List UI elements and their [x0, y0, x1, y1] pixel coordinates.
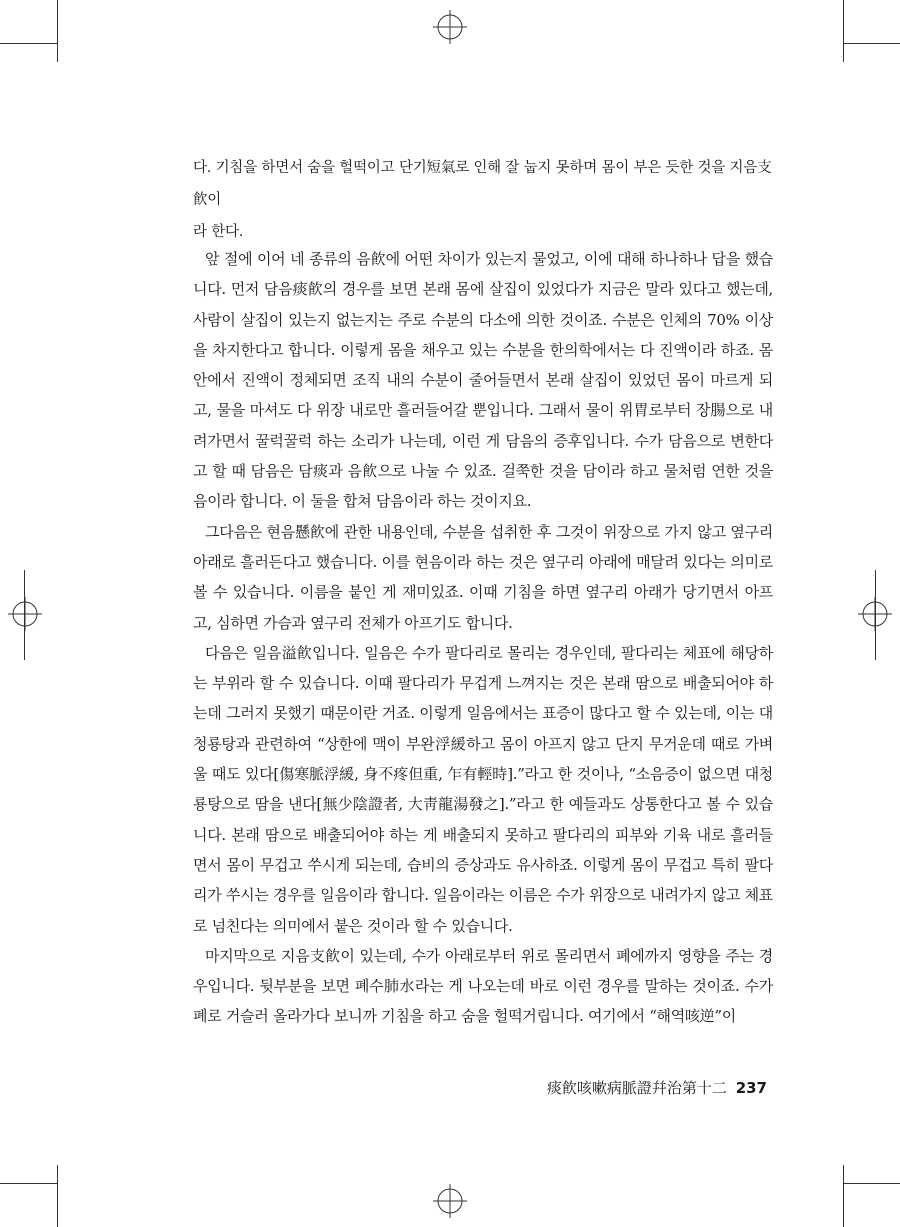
crop-mark-top-right-h [843, 43, 900, 44]
registration-mark-top [433, 10, 467, 44]
crop-mark-bottom-left-v [57, 1165, 58, 1227]
registration-mark-bottom [433, 1184, 467, 1218]
crop-mark-top-right-v [843, 0, 844, 62]
page-footer [547, 1077, 767, 1098]
commentary-body [193, 244, 773, 1032]
chapter-title: 痰飮咳嗽病脈證幷治第十二 [546, 1079, 727, 1097]
crop-mark-bottom-right-v [843, 1165, 844, 1227]
paragraph: 앞 절에 이어 네 종류의 음飮에 어떤 차이가 있는지 물었고, 이에 대해 하나하나 답을 했습니다. 먼저 담음痰飮의 경우를 보면 본래 몸에 살집이 있었다가 지금은 말라 있다고 했는데, 사람이 살집이 있는지 없는지는 주로 수분의 다소에 의한 것이죠. 수분은 인체의 70% 이상을 차지한다고 합니다. 이렇게 몸을 채우고 있는 수분을 한의학에서는 다 진액이라 하죠. 몸 안에서 진액이 정체되면 조직 내의 수분이 줄어들면서 본래 살집이 있었던 몸이 마르게 되고, 물을 마셔도 다 위장 내로만 흘러들어갈 뿐입니다. 그래서 물이 위胃로부터 장腸으로 내려가면서 꿀럭꿀럭 하는 소리가 나는데, 이런 게 담음의 증후입니다. 수가 담음으로 변한다고 할 때 담음은 담痰과 음飮으로 나눌 수 있죠. 걸쭉한 것을 담이라 하고 물처럼 연한 것을 음이라 합니다. 이 둘을 합쳐 담음이라 하는 것이지요. [193, 250, 773, 511]
paragraph: 그다음은 현음懸飮에 관한 내용인데, 수분을 섭취한 후 그것이 위장으로 가지 않고 옆구리 아래로 흘러든다고 했습니다. 이를 현음이라 하는 것은 옆구리 아래에 매달려 있다는 의미로 볼 수 있습니다. 이름을 붙인 게 재미있죠. 이때 기침을 하면 옆구리 아래가 당기면서 아프고, 심하면 가슴과 옆구리 전체가 아프기도 합니다. [193, 522, 773, 632]
page-number: 237 [735, 1079, 767, 1097]
crop-mark-bottom-right-h [843, 1183, 900, 1184]
crop-mark-top-left-h [0, 43, 57, 44]
crop-mark-bottom-left-h [0, 1183, 57, 1184]
paragraph: 마지막으로 지음支飮이 있는데, 수가 아래로부터 위로 몰리면서 폐에까지 영향을 주는 경우입니다. 뒷부분을 보면 폐수肺水라는 게 나오는데 바로 이런 경우를 말하는 것이죠. 수가 폐로 거슬러 올라가다 보니까 기침을 하고 숨을 헐떡거립니다. 여기에서 “해역咳逆”이 [193, 946, 773, 1026]
side-tick-left [24, 570, 25, 660]
intro-quote [193, 152, 773, 248]
intro-line: 다. 기침을 하면서 숨을 헐떡이고 단기短氣로 인해 잘 눕지 못하며 몸이 부은 듯한 것을 지음支飮이 [193, 160, 772, 208]
intro-line: 라 한다. [193, 224, 244, 240]
registration-mark-left [8, 597, 42, 631]
paragraph: 다음은 일음溢飮입니다. 일음은 수가 팔다리로 몰리는 경우인데, 팔다리는 체표에 해당하는 부위라 할 수 있습니다. 이때 팔다리가 무겁게 느껴지는 것은 본래 땀으로 배출되어야 하는데 그러지 못했기 때문이란 거죠. 이렇게 일음에서는 표증이 많다고 할 수 있는데, 이는 대청룡탕과 관련하여 “상한에 맥이 부완浮緩하고 몸이 아프지 않고 단지 무거운데 때로 가벼울 때도 있다[傷寒脈浮緩, 身不疼但重, 乍有輕時].”라고 한 것이나, “소음증이 없으면 대청룡탕으로 땀을 낸다[無少陰證者, 大靑龍湯發之].”라고 한 예들과도 상통한다고 볼 수 있습니다. 본래 땀으로 배출되어야 하는 게 배출되지 못하고 팔다리의 피부와 기육 내로 흘러들면서 몸이 무겁고 쑤시게 되는데, 습비의 증상과도 유사하죠. 이렇게 몸이 무겁고 특히 팔다리가 쑤시는 경우를 일음이라 합니다. 일음이라는 이름은 수가 위장으로 내려가지 않고 체표로 넘친다는 의미에서 붙은 것이라 할 수 있습니다. [193, 643, 773, 935]
side-tick-right [875, 570, 876, 660]
crop-mark-top-left-v [57, 0, 58, 62]
